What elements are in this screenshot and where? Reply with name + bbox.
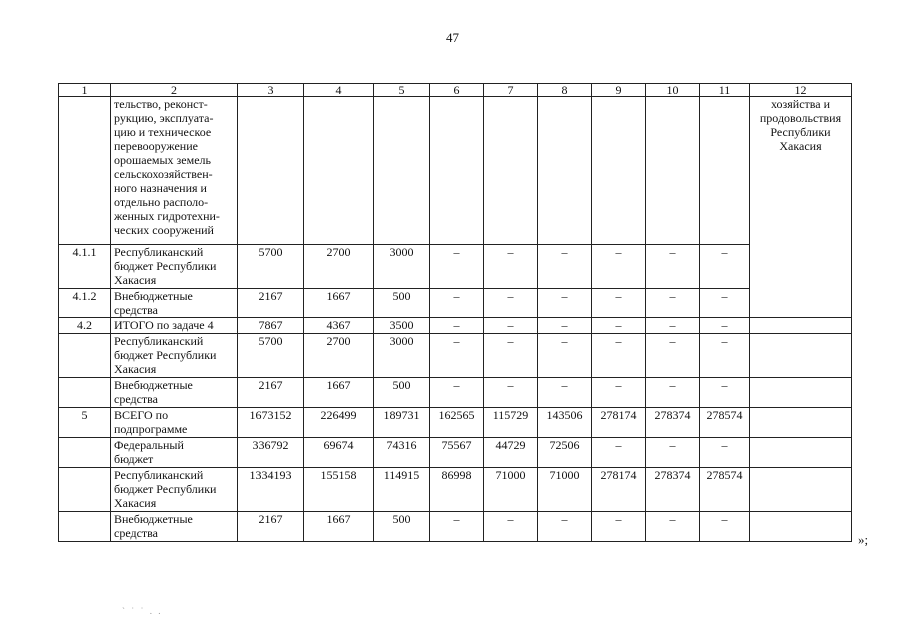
value-cell: –: [430, 318, 484, 334]
value-cell: 226499: [304, 408, 374, 438]
value-cell: 2700: [304, 334, 374, 378]
table-row: [59, 512, 852, 542]
table-row: [59, 468, 852, 512]
value-cell: –: [646, 245, 700, 289]
table-row: [59, 318, 852, 334]
value-cell: 72506: [538, 438, 592, 468]
value-cell: –: [430, 512, 484, 542]
value-cell: –: [484, 334, 538, 378]
value-cell: –: [538, 512, 592, 542]
description-cell: Федеральный бюджет: [111, 438, 238, 468]
header-cell: 4: [304, 84, 374, 97]
value-cell: 336792: [238, 438, 304, 468]
value-cell: 2167: [238, 512, 304, 542]
row-number-cell: [59, 334, 111, 378]
value-cell: –: [646, 512, 700, 542]
value-cell: [374, 97, 430, 245]
value-cell: –: [700, 289, 750, 318]
description-cell: Внебюджетные средства: [111, 512, 238, 542]
value-cell: [700, 97, 750, 245]
description-cell: Внебюджетные средства: [111, 289, 238, 318]
executor-cell: [750, 334, 852, 378]
value-cell: –: [538, 318, 592, 334]
value-cell: 143506: [538, 408, 592, 438]
value-cell: –: [538, 334, 592, 378]
table-row: [59, 97, 852, 245]
header-cell: 1: [59, 84, 111, 97]
row-number-cell: 4.2: [59, 318, 111, 334]
value-cell: –: [430, 289, 484, 318]
executor-cell: [750, 378, 852, 408]
value-cell: –: [646, 334, 700, 378]
budget-table: [58, 83, 852, 542]
value-cell: –: [538, 289, 592, 318]
value-cell: 189731: [374, 408, 430, 438]
executor-cell: [750, 512, 852, 542]
header-cell: 7: [484, 84, 538, 97]
value-cell: 2167: [238, 378, 304, 408]
row-number-cell: 5: [59, 408, 111, 438]
value-cell: 1334193: [238, 468, 304, 512]
value-cell: [592, 97, 646, 245]
value-cell: –: [700, 245, 750, 289]
value-cell: –: [484, 378, 538, 408]
value-cell: 2167: [238, 289, 304, 318]
header-cell: 5: [374, 84, 430, 97]
value-cell: 74316: [374, 438, 430, 468]
value-cell: 1667: [304, 512, 374, 542]
value-cell: [304, 97, 374, 245]
description-cell: Республиканский бюджет Республики Хакасия: [111, 468, 238, 512]
value-cell: 7867: [238, 318, 304, 334]
value-cell: –: [700, 318, 750, 334]
value-cell: –: [592, 289, 646, 318]
value-cell: 1673152: [238, 408, 304, 438]
value-cell: 1667: [304, 378, 374, 408]
row-number-cell: [59, 468, 111, 512]
value-cell: –: [430, 334, 484, 378]
value-cell: 5700: [238, 245, 304, 289]
value-cell: 278374: [646, 468, 700, 512]
executor-cell: [750, 408, 852, 438]
value-cell: 1667: [304, 289, 374, 318]
executor-cell: [750, 438, 852, 468]
value-cell: 162565: [430, 408, 484, 438]
value-cell: 71000: [484, 468, 538, 512]
value-cell: 4367: [304, 318, 374, 334]
description-cell: Республиканский бюджет Республики Хакасия: [111, 334, 238, 378]
value-cell: –: [700, 378, 750, 408]
closing-quote-mark: »;: [858, 532, 869, 547]
page-number: 47: [446, 30, 459, 45]
header-row: [59, 84, 852, 97]
value-cell: 44729: [484, 438, 538, 468]
value-cell: 71000: [538, 468, 592, 512]
value-cell: 69674: [304, 438, 374, 468]
header-cell: 8: [538, 84, 592, 97]
description-cell: ВСЕГО по подпрограмме: [111, 408, 238, 438]
value-cell: 75567: [430, 438, 484, 468]
value-cell: –: [646, 438, 700, 468]
value-cell: –: [700, 512, 750, 542]
value-cell: 3000: [374, 334, 430, 378]
value-cell: 500: [374, 378, 430, 408]
value-cell: –: [430, 378, 484, 408]
row-number-cell: 4.1.2: [59, 289, 111, 318]
value-cell: –: [646, 378, 700, 408]
description-cell: Внебюджетные средства: [111, 378, 238, 408]
value-cell: –: [484, 318, 538, 334]
value-cell: 278174: [592, 408, 646, 438]
value-cell: –: [538, 378, 592, 408]
value-cell: 115729: [484, 408, 538, 438]
value-cell: 114915: [374, 468, 430, 512]
value-cell: –: [592, 245, 646, 289]
header-cell: 12: [750, 84, 852, 97]
value-cell: –: [592, 334, 646, 378]
header-cell: 10: [646, 84, 700, 97]
description-cell: ИТОГО по задаче 4: [111, 318, 238, 334]
value-cell: –: [538, 245, 592, 289]
header-cell: 6: [430, 84, 484, 97]
value-cell: 278574: [700, 468, 750, 512]
table-row: [59, 334, 852, 378]
value-cell: [484, 97, 538, 245]
description-cell: тельство, реконст- рукцию, эксплуата- цию и техническое перевооружение орошаемых земель сельскохозяйствен- ного назначения и отдельно располо- женных гидротехни- ческих сооружений: [111, 97, 238, 245]
value-cell: –: [700, 438, 750, 468]
header-cell: 3: [238, 84, 304, 97]
value-cell: 155158: [304, 468, 374, 512]
value-cell: –: [592, 512, 646, 542]
value-cell: 2700: [304, 245, 374, 289]
value-cell: –: [430, 245, 484, 289]
value-cell: –: [592, 438, 646, 468]
value-cell: –: [484, 245, 538, 289]
header-cell: 9: [592, 84, 646, 97]
header-cell: 11: [700, 84, 750, 97]
value-cell: –: [592, 378, 646, 408]
value-cell: 3000: [374, 245, 430, 289]
faint-handwriting-mark: ` ˙ ˙ . .: [122, 606, 163, 616]
executor-cell: хозяйства и продовольствия Республики Хакасия: [750, 97, 852, 318]
value-cell: 500: [374, 289, 430, 318]
value-cell: 5700: [238, 334, 304, 378]
row-number-cell: [59, 97, 111, 245]
value-cell: –: [592, 318, 646, 334]
row-number-cell: [59, 378, 111, 408]
value-cell: 278174: [592, 468, 646, 512]
value-cell: [430, 97, 484, 245]
row-number-cell: [59, 512, 111, 542]
value-cell: 278374: [646, 408, 700, 438]
description-cell: Республиканский бюджет Республики Хакасия: [111, 245, 238, 289]
value-cell: –: [484, 512, 538, 542]
value-cell: –: [700, 334, 750, 378]
value-cell: –: [646, 289, 700, 318]
row-number-cell: [59, 438, 111, 468]
value-cell: [238, 97, 304, 245]
value-cell: 3500: [374, 318, 430, 334]
table-row: [59, 408, 852, 438]
value-cell: 500: [374, 512, 430, 542]
header-cell: 2: [111, 84, 238, 97]
value-cell: –: [646, 318, 700, 334]
executor-cell: [750, 468, 852, 512]
value-cell: [646, 97, 700, 245]
row-number-cell: 4.1.1: [59, 245, 111, 289]
value-cell: 278574: [700, 408, 750, 438]
table-row: [59, 289, 852, 318]
value-cell: [538, 97, 592, 245]
executor-cell: [750, 318, 852, 334]
value-cell: 86998: [430, 468, 484, 512]
table-row: [59, 438, 852, 468]
value-cell: –: [484, 289, 538, 318]
table-row: [59, 245, 852, 289]
table-row: [59, 378, 852, 408]
